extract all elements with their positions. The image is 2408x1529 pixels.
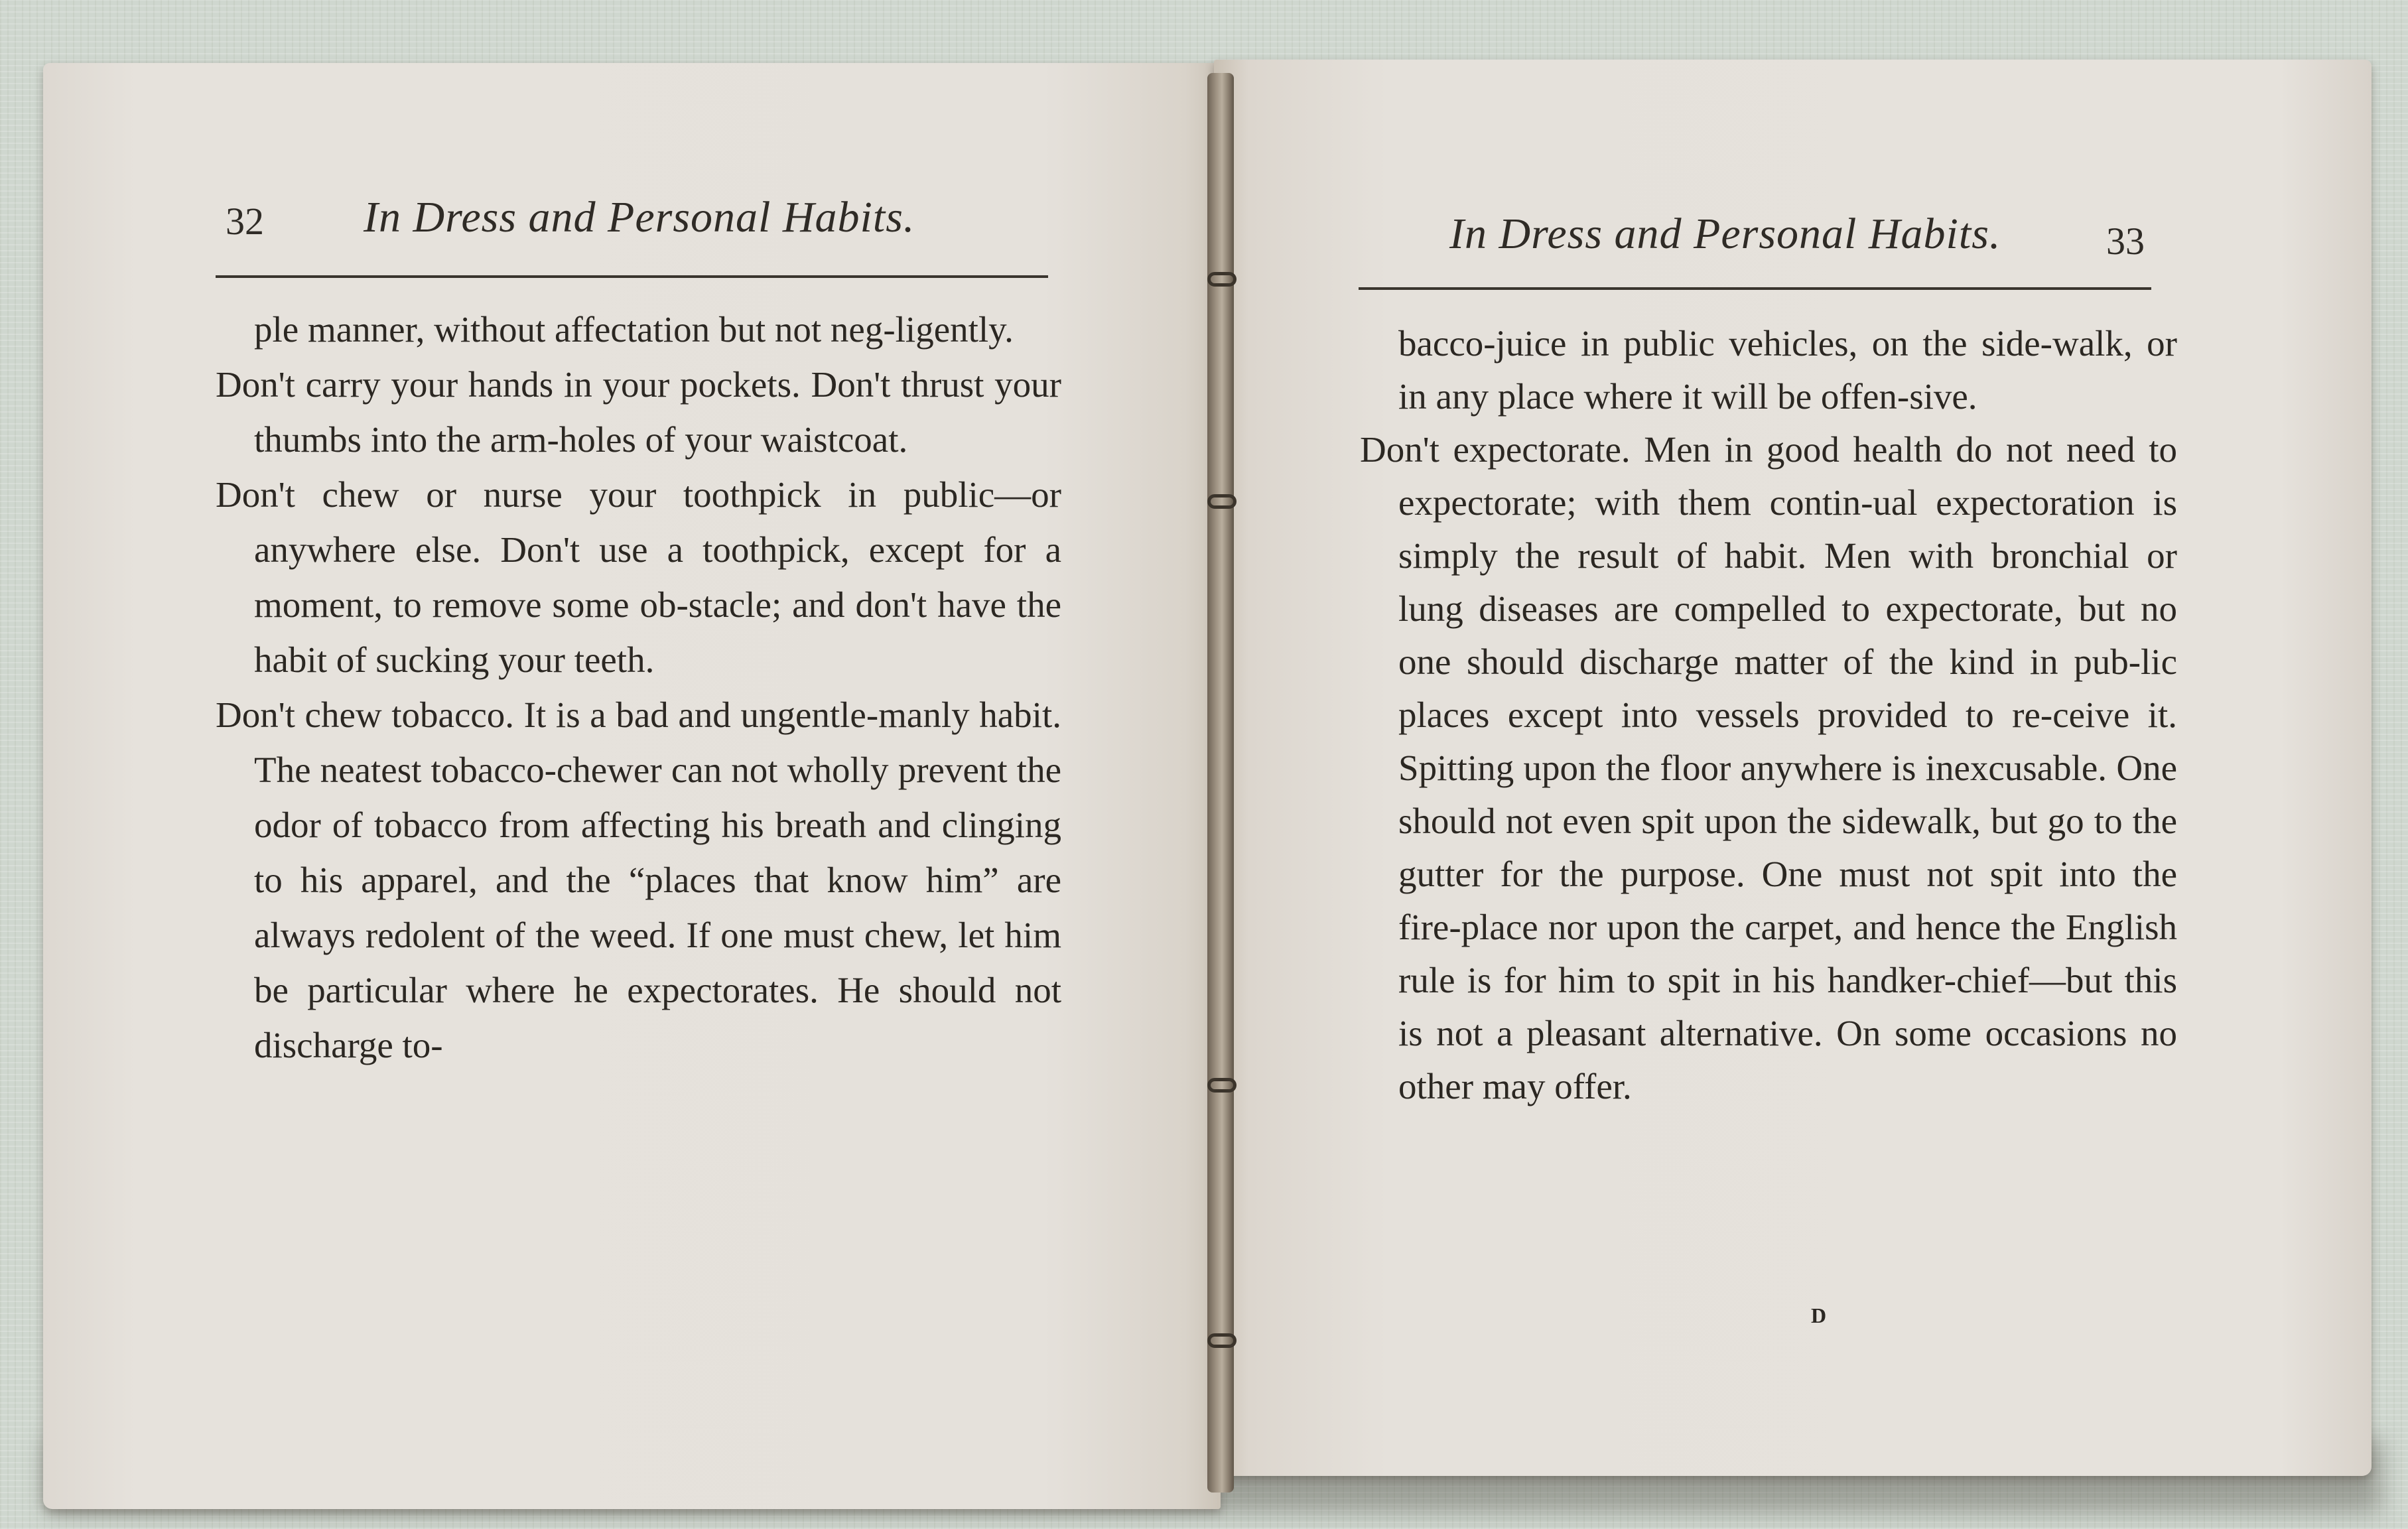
paragraph: Don't chew tobacco. It is a bad and ungentle-manly habit. The neatest tobacco-chewer can not wholly prevent the odor of tobacco from affecting his breath and clinging to his apparel, and the “places that know him” are always redolent of the weed. If one must chew, let him be particular where he expectorates. He should not discharge to- (216, 695, 1061, 1065)
binding-stitch (1207, 494, 1237, 509)
signature-mark: D (1811, 1303, 1828, 1327)
paragraph: Don't expectorate. Men in good health do not need to expectorate; with them contin-ual expectoration is simply the result of habit. Men with bronchial or lung diseases are compelled to expectorate, but no one should discharge matter of the kind in pub-lic places except into vessels provided to re-ceive it. Spitting upon the floor anywhere is inexcusable. One should not even spit upon the sidewalk, but go to the gutter for the purpose. One must not spit into the fire-place nor upon the carpet, and hence the English rule is for him to spit in his handker-chief—but this is not a pleasant alternative. On some occasions no other may offer. (1360, 429, 2177, 1106)
paragraph: ple manner, without affectation but not neg-ligently. (254, 309, 1014, 350)
right-running-head: In Dress and Personal Habits. (1449, 210, 2001, 258)
paragraph: Don't chew or nurse your toothpick in public—or anywhere else. Don't use a toothpick, except for a moment, to remove some ob-stacle; and don't have the habit of sucking your teeth. (216, 474, 1061, 680)
left-page-text (216, 302, 1061, 1073)
binding-stitch (1207, 1333, 1237, 1348)
paragraph: bacco-juice in public vehicles, on the side-walk, or in any place where it will be offen-sive. (1398, 323, 2177, 417)
paragraph: Don't carry your hands in your pockets. Don't thrust your thumbs into the arm-holes of your waistcoat. (216, 364, 1061, 460)
left-running-head: In Dress and Personal Habits. (364, 193, 915, 241)
binding-stitch (1207, 1078, 1237, 1093)
right-header-rule (1359, 287, 2151, 290)
left-header-rule (216, 275, 1048, 278)
right-page-number: 33 (2106, 220, 2145, 263)
right-page-text (1360, 317, 2177, 1113)
left-page-number: 32 (226, 200, 264, 243)
binding-stitch (1207, 272, 1237, 287)
